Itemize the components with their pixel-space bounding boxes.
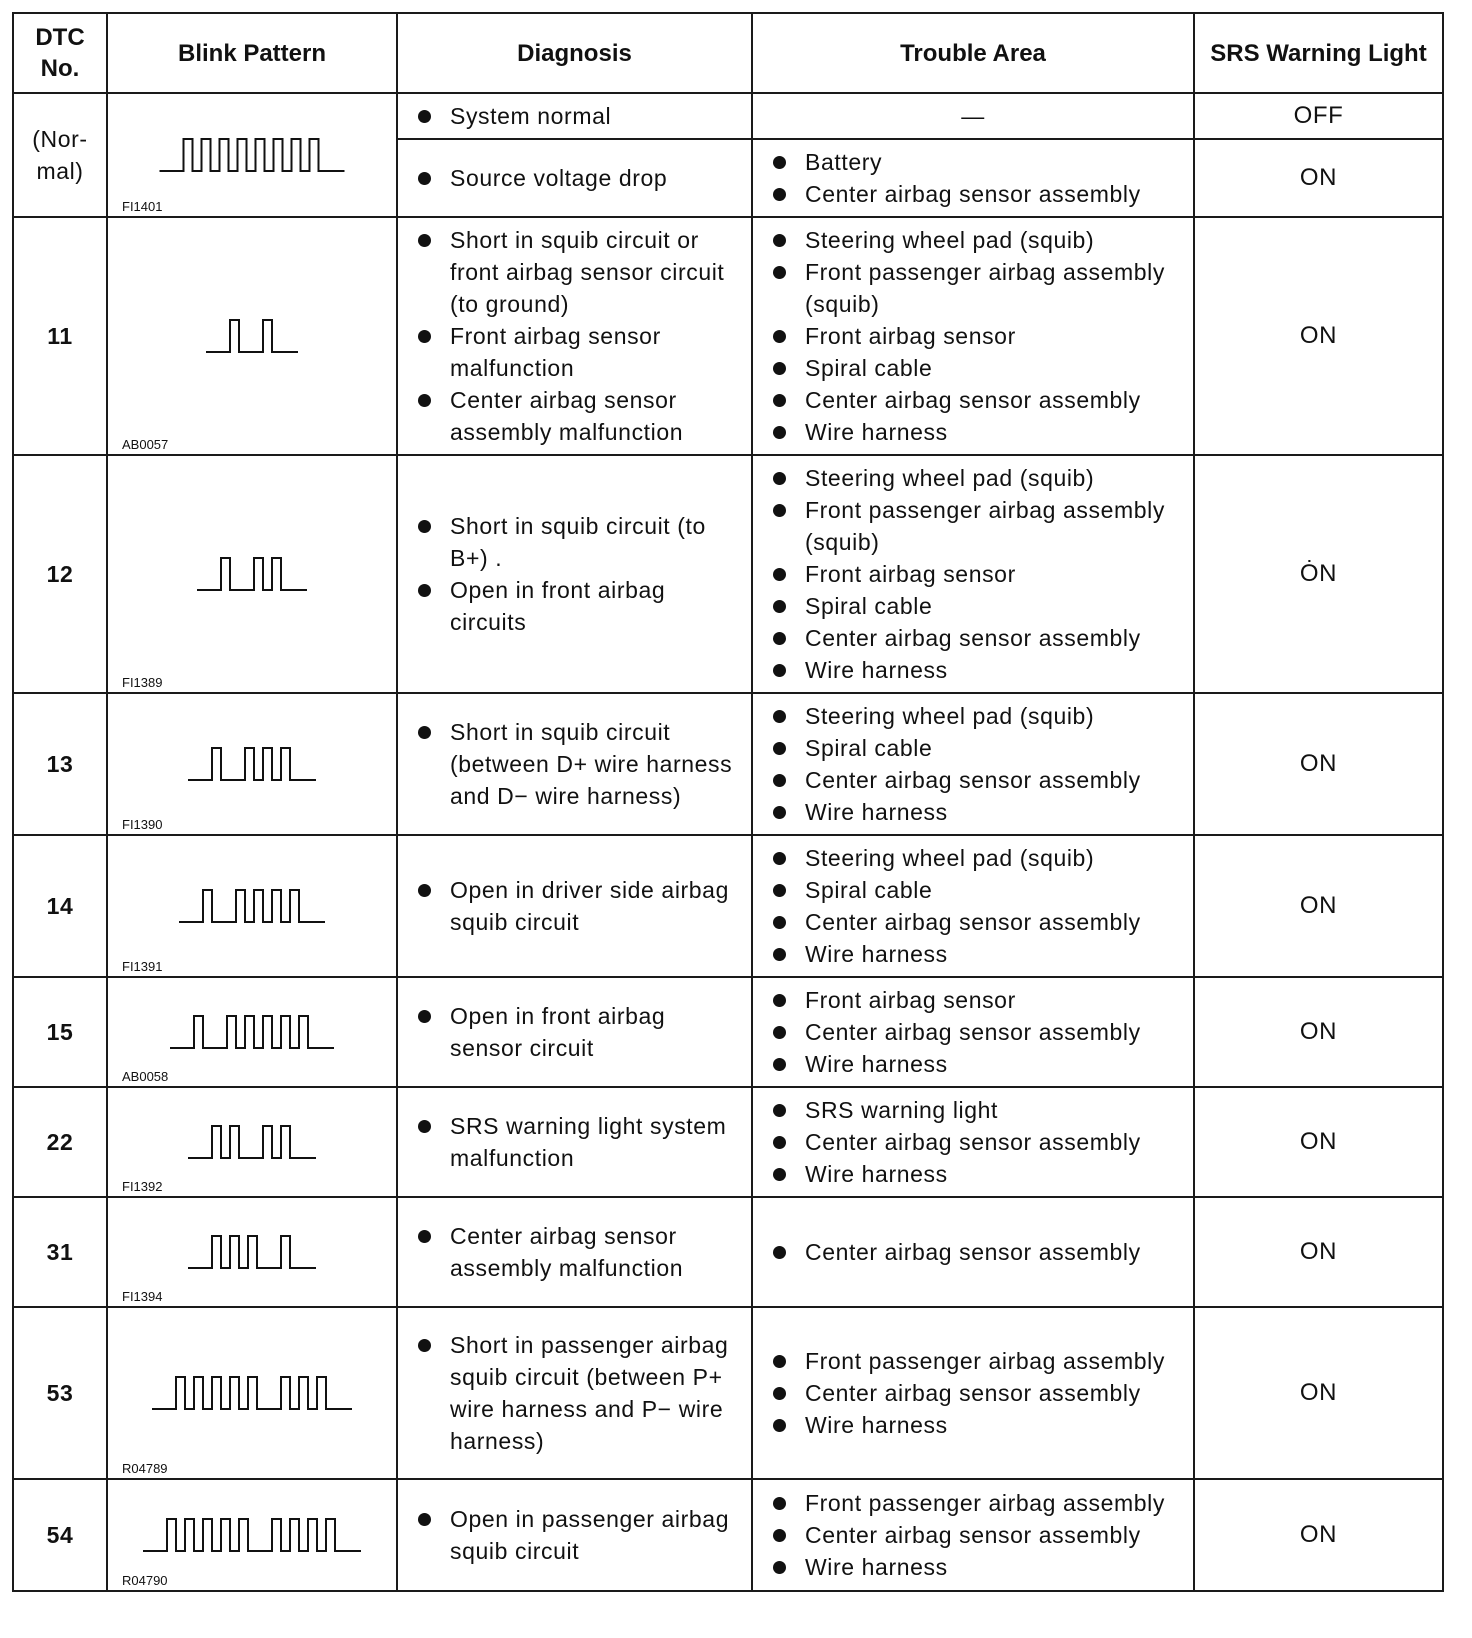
list-item: Wire harness	[773, 938, 1185, 970]
blink-pattern-cell	[107, 1197, 397, 1307]
bullet-icon	[418, 726, 431, 739]
trouble-area-cell	[752, 1479, 1194, 1591]
trouble-area-cell	[752, 455, 1194, 693]
blink-pattern-cell	[107, 1087, 397, 1197]
warning-light-cell: ON	[1194, 1087, 1443, 1197]
diagnosis-list	[398, 1214, 751, 1290]
diagnosis-list	[398, 504, 751, 644]
header-diagnosis: Diagnosis	[397, 13, 752, 93]
figure-code: FI1394	[122, 1289, 163, 1304]
trouble-area-cell	[752, 693, 1194, 835]
list-item: Steering wheel pad (squib)	[773, 462, 1185, 494]
table-row-dtc-54	[13, 1479, 1443, 1591]
bullet-icon	[773, 1246, 786, 1259]
bullet-icon	[773, 916, 786, 929]
bullet-icon	[418, 1513, 431, 1526]
bullet-icon	[418, 1120, 431, 1133]
list-item: Steering wheel pad (squib)	[773, 224, 1185, 256]
figure-code: FI1401	[122, 199, 163, 214]
bullet-icon	[773, 1497, 786, 1510]
bullet-icon	[418, 394, 431, 407]
list-item: Center airbag sensor assembly	[773, 384, 1185, 416]
bullet-icon	[773, 330, 786, 343]
list-item: Wire harness	[773, 796, 1185, 828]
list-item: Wire harness	[773, 1409, 1185, 1441]
trouble-area-list	[753, 218, 1193, 454]
trouble-area-cell	[752, 217, 1194, 455]
list-item: Front airbag sensor malfunction	[418, 320, 743, 384]
bullet-icon	[773, 994, 786, 1007]
diagnosis-list	[398, 1104, 751, 1180]
figure-code: AB0057	[122, 437, 169, 452]
warning-light-cell: ON	[1194, 977, 1443, 1087]
list-item: Spiral cable	[773, 352, 1185, 384]
bullet-icon	[773, 884, 786, 897]
table-row-dtc-31	[13, 1197, 1443, 1307]
blink-pattern-graphic	[122, 1002, 382, 1062]
list-item: Front passenger airbag assembly (squib)	[773, 494, 1185, 558]
table-row-dtc-12	[13, 455, 1443, 693]
bullet-icon	[773, 710, 786, 723]
list-item: Open in driver side airbag squib circuit	[418, 874, 743, 938]
trouble-area-list	[753, 1481, 1193, 1589]
blink-pattern-graphic	[122, 876, 382, 936]
dtc-number: 15	[13, 977, 107, 1087]
blink-pattern-graphic	[122, 544, 382, 604]
list-item: Open in passenger airbag squib circuit	[418, 1503, 743, 1567]
dtc-number: 11	[13, 217, 107, 455]
bullet-icon	[418, 172, 431, 185]
list-item: Wire harness	[773, 416, 1185, 448]
list-item: Center airbag sensor assembly	[773, 622, 1185, 654]
blink-pattern-cell	[107, 93, 397, 217]
dtc-table	[12, 12, 1444, 1592]
dtc-number: 53	[13, 1307, 107, 1479]
list-item: Center airbag sensor assembly	[773, 1236, 1185, 1268]
bullet-icon	[773, 504, 786, 517]
bullet-icon	[773, 394, 786, 407]
table-row-dtc-14	[13, 835, 1443, 977]
list-item: SRS warning light system malfunction	[418, 1110, 743, 1174]
list-item: Center airbag sensor assembly	[773, 1126, 1185, 1158]
trouble-area-cell	[752, 1197, 1194, 1307]
bullet-icon	[773, 742, 786, 755]
bullet-icon	[773, 426, 786, 439]
diagnosis-cell	[397, 1197, 752, 1307]
warning-light-cell: ON	[1194, 1479, 1443, 1591]
list-item: Wire harness	[773, 1158, 1185, 1190]
diagnosis-list	[398, 994, 751, 1070]
blink-pattern-cell	[107, 693, 397, 835]
bullet-icon	[773, 1104, 786, 1117]
dtc-number: 12	[13, 455, 107, 693]
dtc-number: 13	[13, 693, 107, 835]
list-item: Wire harness	[773, 1551, 1185, 1583]
diagnosis-cell	[397, 139, 752, 217]
blink-waveform	[170, 1016, 334, 1048]
list-item: Spiral cable	[773, 732, 1185, 764]
figure-code: R04789	[122, 1461, 168, 1476]
figure-code: FI1390	[122, 817, 163, 832]
list-item: Center airbag sensor assembly	[773, 1519, 1185, 1551]
dtc-normal: (Nor-mal)	[13, 93, 107, 217]
bullet-icon	[773, 1355, 786, 1368]
list-item: Open in front airbag circuits	[418, 574, 743, 638]
table-row-normal-1	[13, 93, 1443, 139]
blink-pattern-graphic	[122, 1363, 382, 1423]
warning-light-cell: OFF	[1194, 93, 1443, 139]
diagnosis-cell	[397, 835, 752, 977]
bullet-icon	[773, 1419, 786, 1432]
list-item: Center airbag sensor assembly	[773, 906, 1185, 938]
bullet-icon	[418, 1230, 431, 1243]
bullet-icon	[773, 266, 786, 279]
bullet-icon	[773, 568, 786, 581]
blink-pattern-cell	[107, 455, 397, 693]
diagnosis-cell	[397, 217, 752, 455]
bullet-icon	[773, 1561, 786, 1574]
blink-pattern-graphic	[122, 1112, 382, 1172]
list-item: System normal	[418, 100, 743, 132]
trouble-area-list	[753, 836, 1193, 976]
list-item: Battery	[773, 146, 1185, 178]
blink-pattern-graphic	[122, 734, 382, 794]
dtc-number: 22	[13, 1087, 107, 1197]
trouble-area-list	[753, 1230, 1193, 1274]
diagnosis-list	[398, 868, 751, 944]
blink-waveform	[188, 1126, 316, 1158]
diagnosis-cell	[397, 1479, 752, 1591]
diagnosis-cell	[397, 977, 752, 1087]
list-item: Source voltage drop	[418, 162, 743, 194]
bullet-icon	[418, 330, 431, 343]
bullet-icon	[773, 1168, 786, 1181]
list-item: Short in squib circuit (to B+) .	[418, 510, 743, 574]
list-item: Wire harness	[773, 1048, 1185, 1080]
trouble-area-list	[753, 1088, 1193, 1196]
bullet-icon	[773, 948, 786, 961]
bullet-icon	[773, 806, 786, 819]
blink-pattern-graphic	[122, 125, 382, 185]
dtc-number: 54	[13, 1479, 107, 1591]
bullet-icon	[773, 188, 786, 201]
diagnosis-list	[398, 1323, 751, 1463]
trouble-area-list	[753, 694, 1193, 834]
list-item: Center airbag sensor assembly	[773, 1377, 1185, 1409]
figure-code: FI1391	[122, 959, 163, 974]
bullet-icon	[773, 472, 786, 485]
bullet-icon	[773, 1136, 786, 1149]
bullet-icon	[773, 234, 786, 247]
blink-pattern-graphic	[122, 1222, 382, 1282]
header-srs-warning-light: SRS Warning Light	[1194, 13, 1443, 93]
trouble-area-list	[753, 978, 1193, 1086]
list-item: Steering wheel pad (squib)	[773, 700, 1185, 732]
list-item: Short in passenger airbag squib circuit (between P+ wire harness and P− wire harness)	[418, 1329, 743, 1457]
warning-light-cell: ON	[1194, 1197, 1443, 1307]
diagnosis-list	[398, 1497, 751, 1573]
list-item: Short in squib circuit or front airbag sensor circuit (to ground)	[418, 224, 743, 320]
trouble-area-cell	[752, 977, 1194, 1087]
table-row-dtc-15	[13, 977, 1443, 1087]
blink-pattern-cell	[107, 1479, 397, 1591]
diagnosis-list	[398, 156, 751, 200]
dtc-number: 14	[13, 835, 107, 977]
bullet-icon	[418, 110, 431, 123]
table-row-dtc-53	[13, 1307, 1443, 1479]
blink-waveform	[197, 558, 307, 590]
list-item: Front airbag sensor	[773, 558, 1185, 590]
blink-pattern-cell	[107, 835, 397, 977]
blink-waveform	[188, 1236, 316, 1268]
figure-code: FI1389	[122, 675, 163, 690]
bullet-icon	[418, 234, 431, 247]
warning-light-cell: ON	[1194, 139, 1443, 217]
warning-light-cell: ON	[1194, 835, 1443, 977]
trouble-area-cell	[752, 1307, 1194, 1479]
list-item: Front passenger airbag assembly (squib)	[773, 256, 1185, 320]
bullet-icon	[418, 1010, 431, 1023]
figure-code: FI1392	[122, 1179, 163, 1194]
trouble-area-cell	[752, 835, 1194, 977]
header-dtc: DTC No.	[13, 13, 107, 93]
bullet-icon	[773, 1058, 786, 1071]
blink-pattern-cell	[107, 1307, 397, 1479]
bullet-icon	[773, 362, 786, 375]
bullet-icon	[418, 884, 431, 897]
diagnosis-cell	[397, 1087, 752, 1197]
list-item: Front passenger airbag assembly	[773, 1487, 1185, 1519]
blink-waveform	[188, 748, 316, 780]
blink-waveform	[179, 890, 325, 922]
diagnosis-cell	[397, 693, 752, 835]
trouble-area-list	[753, 456, 1193, 692]
list-item: Spiral cable	[773, 590, 1185, 622]
header-row	[13, 13, 1443, 93]
trouble-area-cell	[752, 139, 1194, 217]
bullet-icon	[773, 600, 786, 613]
table-row-dtc-11	[13, 217, 1443, 455]
blink-pattern-cell	[107, 217, 397, 455]
bullet-icon	[773, 1529, 786, 1542]
blink-pattern-graphic	[122, 306, 382, 366]
diagnosis-list	[398, 218, 751, 454]
diagnosis-cell	[397, 1307, 752, 1479]
blink-waveform	[152, 1377, 352, 1409]
list-item: Center airbag sensor assembly	[773, 178, 1185, 210]
list-item: Spiral cable	[773, 874, 1185, 906]
list-item: Center airbag sensor assembly	[773, 764, 1185, 796]
diagnosis-cell	[397, 93, 752, 139]
warning-light-cell: ON	[1194, 693, 1443, 835]
trouble-area-cell: —	[752, 93, 1194, 139]
blink-waveform	[206, 320, 298, 352]
bullet-icon	[773, 774, 786, 787]
diagnosis-list	[398, 94, 751, 138]
blink-waveform	[160, 139, 345, 171]
bullet-icon	[773, 852, 786, 865]
diagnosis-list	[398, 710, 751, 818]
list-item: Front airbag sensor	[773, 320, 1185, 352]
bullet-icon	[773, 156, 786, 169]
bullet-icon	[773, 632, 786, 645]
dtc-number: 31	[13, 1197, 107, 1307]
list-item: Center airbag sensor assembly malfunction	[418, 1220, 743, 1284]
trouble-area-list	[753, 140, 1193, 216]
warning-light-cell: ȮN	[1194, 455, 1443, 693]
list-item: Center airbag sensor assembly malfunction	[418, 384, 743, 448]
warning-light-cell: ON	[1194, 1307, 1443, 1479]
list-item: Open in front airbag sensor circuit	[418, 1000, 743, 1064]
list-item: Front passenger airbag assembly	[773, 1345, 1185, 1377]
trouble-area-list	[753, 1339, 1193, 1447]
figure-code: AB0058	[122, 1069, 169, 1084]
table-row-dtc-13	[13, 693, 1443, 835]
blink-waveform	[143, 1519, 361, 1551]
list-item: SRS warning light	[773, 1094, 1185, 1126]
header-blink-pattern: Blink Pattern	[107, 13, 397, 93]
trouble-area-cell	[752, 1087, 1194, 1197]
bullet-icon	[773, 664, 786, 677]
list-item: Center airbag sensor assembly	[773, 1016, 1185, 1048]
list-item: Steering wheel pad (squib)	[773, 842, 1185, 874]
bullet-icon	[418, 1339, 431, 1352]
list-item: Front airbag sensor	[773, 984, 1185, 1016]
diagnosis-cell	[397, 455, 752, 693]
list-item: Wire harness	[773, 654, 1185, 686]
header-trouble-area: Trouble Area	[752, 13, 1194, 93]
table-row-dtc-22	[13, 1087, 1443, 1197]
dtc-table-page	[12, 12, 1442, 1592]
list-item: Short in squib circuit (between D+ wire harness and D− wire harness)	[418, 716, 743, 812]
bullet-icon	[418, 584, 431, 597]
figure-code: R04790	[122, 1573, 168, 1588]
bullet-icon	[773, 1026, 786, 1039]
bullet-icon	[418, 520, 431, 533]
bullet-icon	[773, 1387, 786, 1400]
warning-light-cell: ON	[1194, 217, 1443, 455]
blink-pattern-graphic	[122, 1505, 382, 1565]
blink-pattern-cell	[107, 977, 397, 1087]
